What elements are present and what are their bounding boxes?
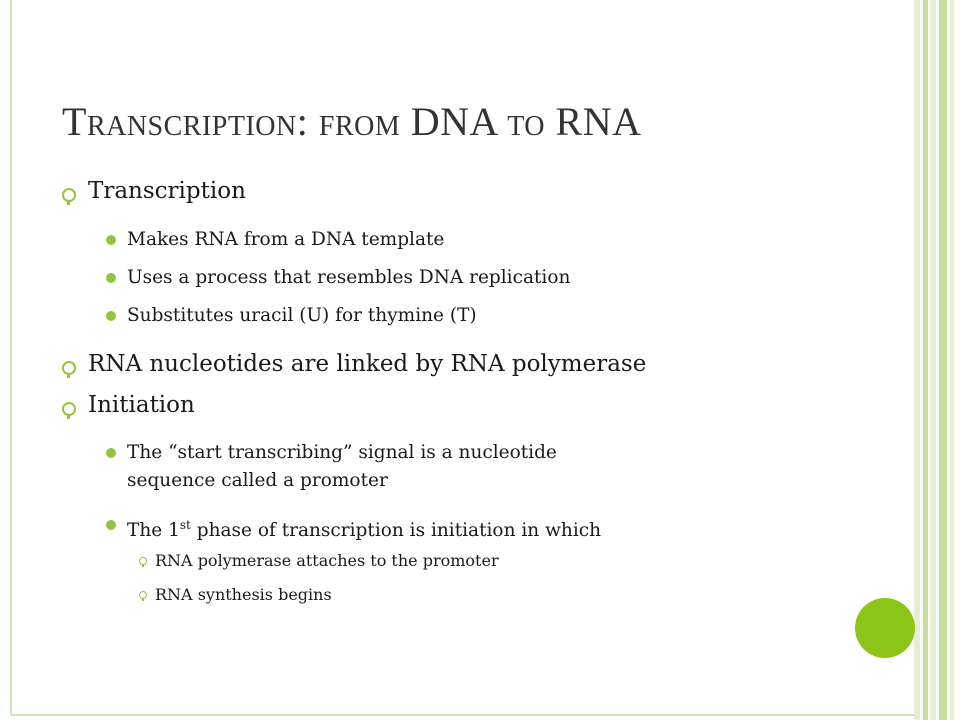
dot-bullet-icon: [106, 235, 116, 245]
sub-sub-bullet: RNA polymerase attaches to the promoter: [155, 551, 499, 570]
stripe: [950, 0, 954, 720]
stripe: [923, 0, 928, 720]
dot-bullet-icon: [106, 273, 116, 283]
sub-bullet: [127, 439, 557, 495]
stripe: [939, 0, 947, 720]
small-ring-bullet-icon: [139, 591, 147, 599]
bullet-initiation: Initiation: [88, 392, 195, 418]
sub-bullet: Makes RNA from a DNA template: [127, 229, 445, 250]
bullet-rna-nucleotides: RNA nucleotides are linked by RNA polymerase: [88, 351, 647, 377]
ring-bullet-icon: [62, 402, 76, 416]
decorative-green-circle: [855, 598, 915, 658]
slide-title: TRANSCRIPTION: FROM DNA TO RNA: [62, 99, 642, 144]
ring-bullet-icon: [62, 188, 76, 202]
stripe: [930, 0, 936, 720]
sub-sub-bullet: RNA synthesis begins: [155, 585, 332, 604]
sub-bullet: Substitutes uracil (U) for thymine (T): [127, 305, 477, 326]
small-ring-bullet-icon: [139, 557, 147, 565]
bullet-transcription: Transcription: [88, 178, 246, 204]
stripe: [914, 0, 920, 720]
dot-bullet-icon: [106, 448, 116, 458]
ring-bullet-icon: [62, 361, 76, 375]
sub-bullet-line: The “start transcribing” signal is a nucleotide: [127, 442, 557, 463]
sub-bullet: Uses a process that resembles DNA replication: [127, 267, 571, 288]
sub-bullet: The 1st phase of transcription is initiation in which: [127, 518, 602, 542]
dot-bullet-icon: [106, 520, 116, 530]
dot-bullet-icon: [106, 311, 116, 321]
decorative-stripes: [914, 0, 960, 720]
sub-bullet-line: sequence called a promoter: [127, 470, 388, 491]
